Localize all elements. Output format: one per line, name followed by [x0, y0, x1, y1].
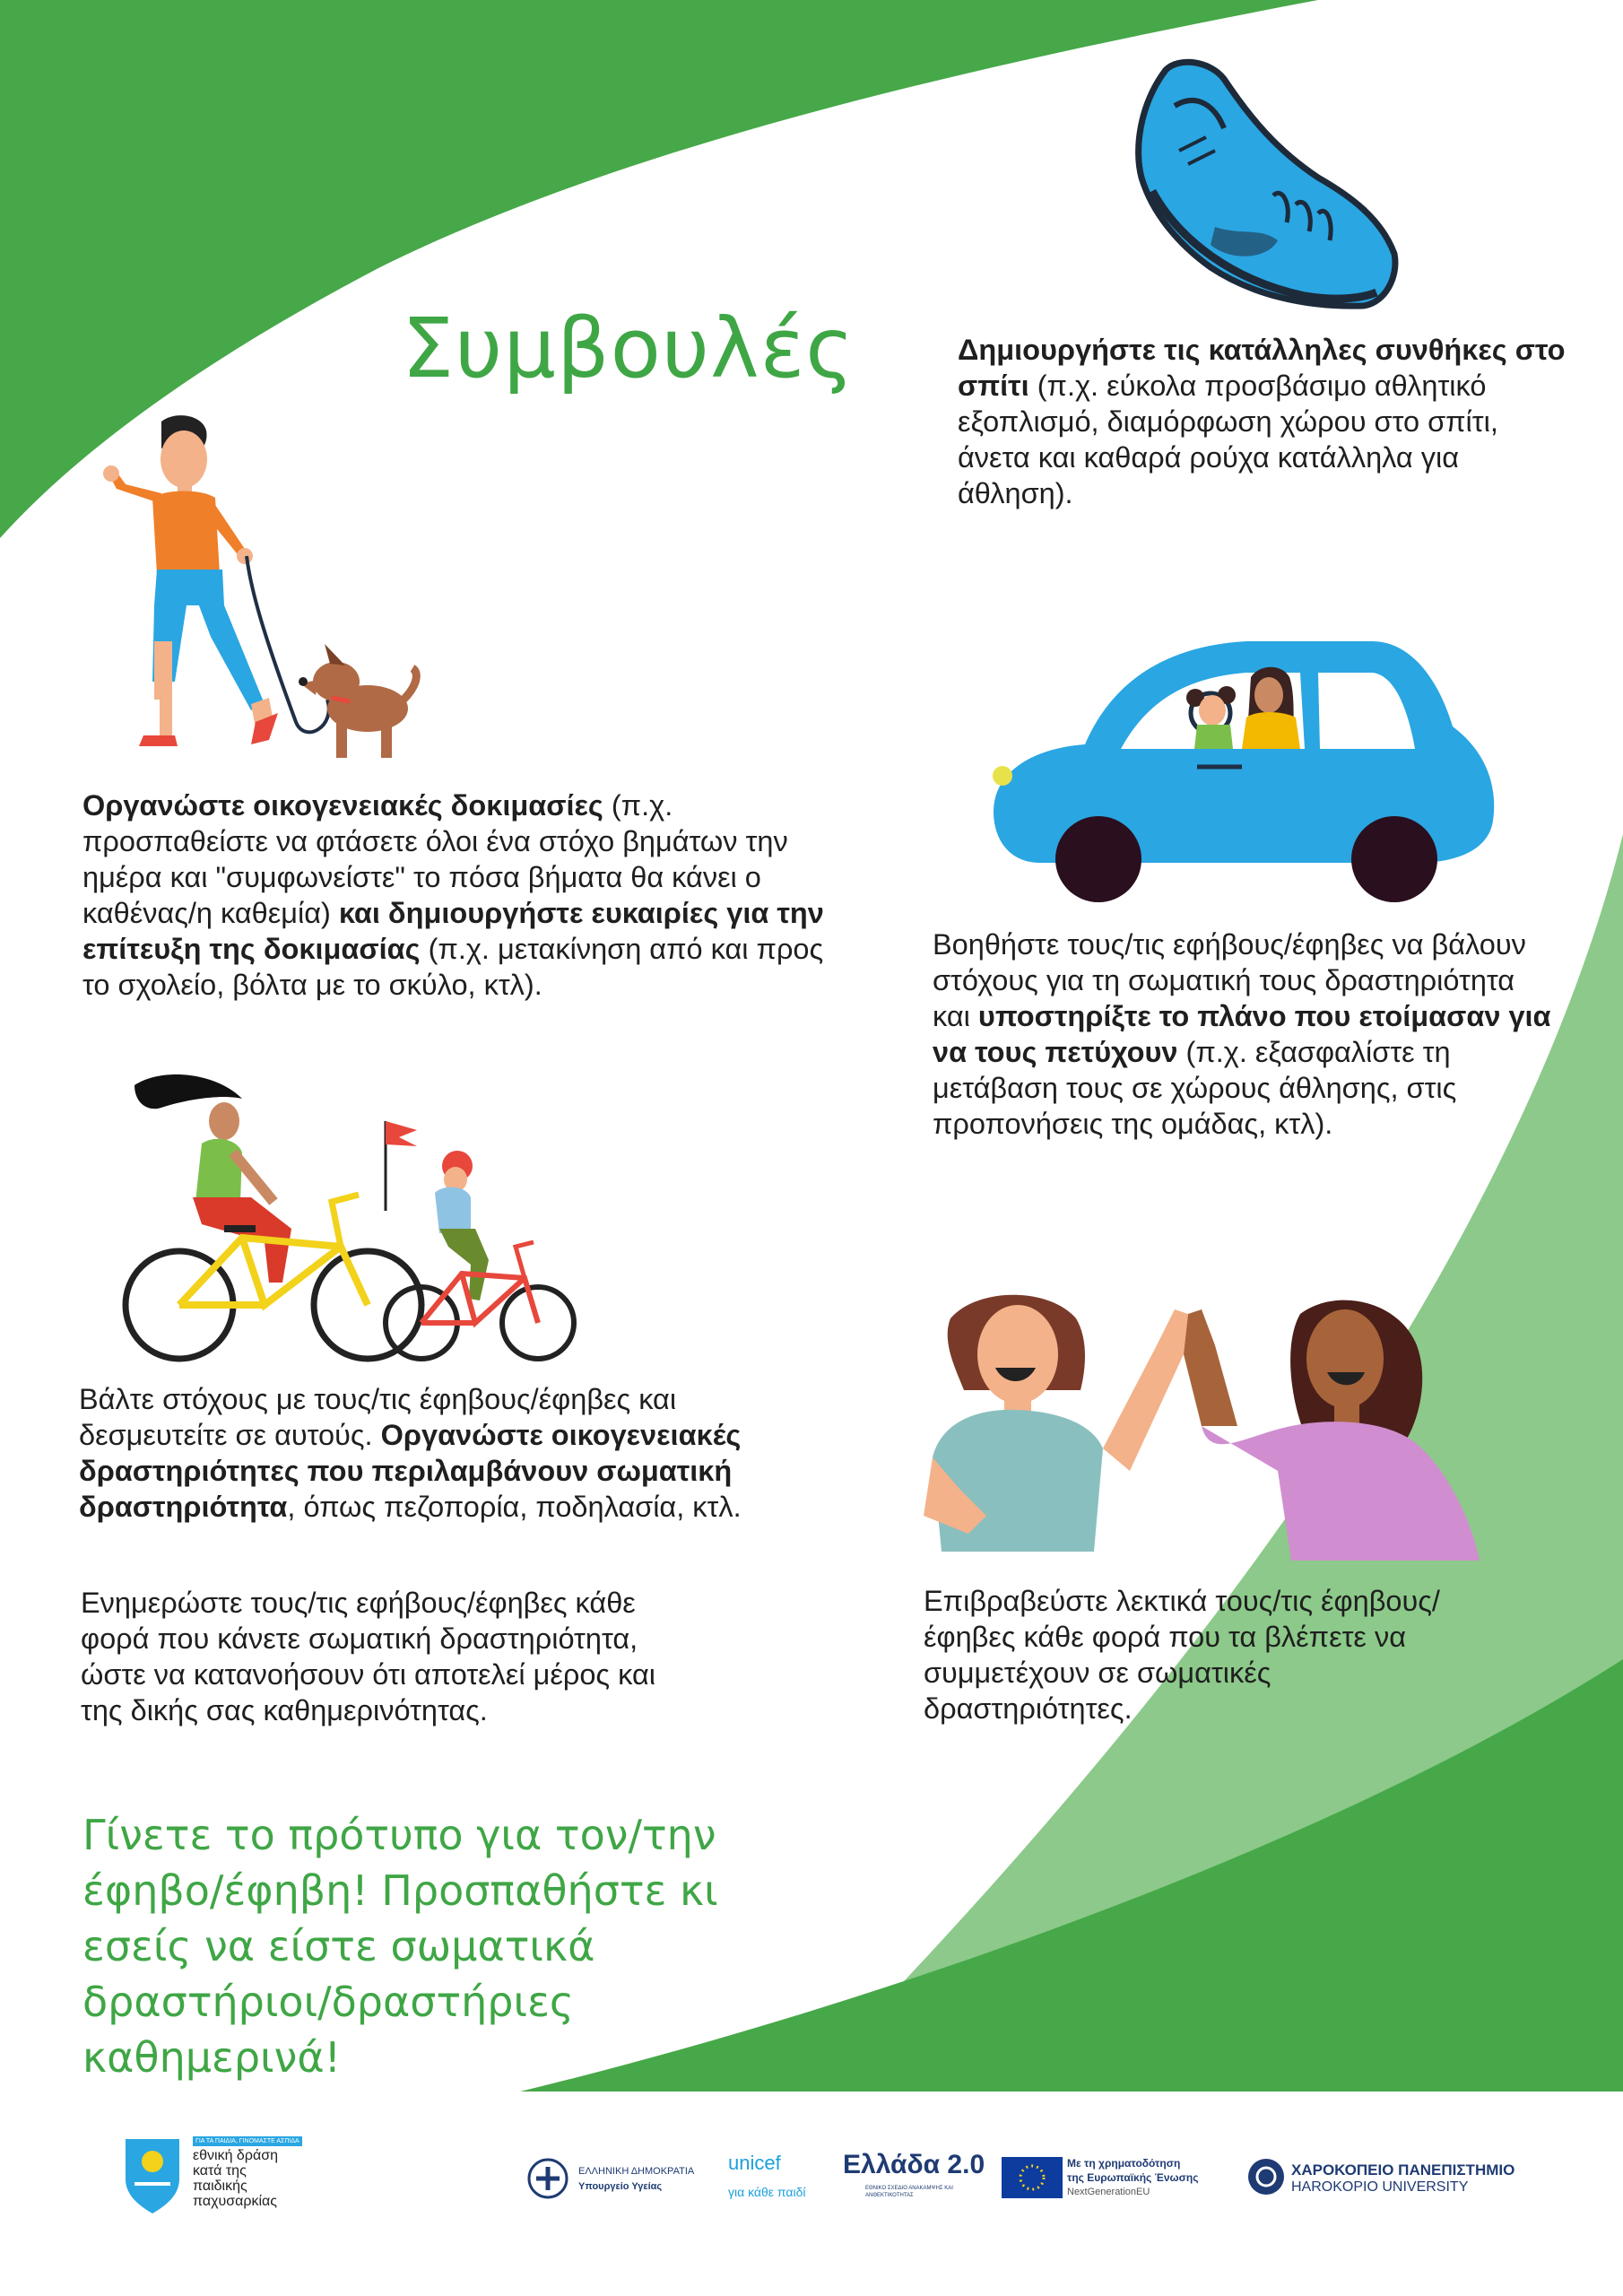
tip-set-goals: [79, 1381, 796, 1525]
tip-family-challenges: [82, 787, 836, 1003]
eu-line-2: της Ευρωπαϊκής Ένωσης: [1067, 2171, 1199, 2184]
call-to-action: Γίνετε το πρότυπο για τον/την έφηβο/έφηβη! Προσπαθήστε κι εσείς να είστε σωματικά δραστήριοι/δραστήριες καθημερινά!: [82, 1811, 718, 2082]
tip-support-goals-text1: Βοηθήστε τους/τις εφήβους/έφηβες να βάλουν στόχους για τη σωματική τους δραστηριότητα και: [933, 928, 1526, 1032]
page-title: Συμβουλές: [402, 300, 855, 396]
tip-support-goals: [933, 926, 1551, 1142]
greece20-subtitle: ΕΘΝΙΚΟ ΣΧΕΔΙΟ ΑΝΑΚΑΜΨΗΣ ΚΑΙ ΑΝΘΕΚΤΙΚΟΤΗΤΑΣ: [865, 2186, 953, 2198]
car-mother-daughter-illustration: [986, 628, 1506, 906]
running-shoe-icon: [1125, 52, 1403, 312]
campaign-line-3: παιδικής: [193, 2179, 247, 2194]
tip-support-goals-text2: (π.χ. εξασφαλίστε τη μετάβαση τους σε χώρους άθλησης, στις προπονήσεις της ομάδας, κτλ).: [933, 1036, 1457, 1140]
ministry-line-2: Υπουργείο Υγείας: [578, 2181, 663, 2192]
tip-home-text: (π.χ. εύκολα προσβάσιμο αθλητικό εξοπλισμό, διαμόρφωση χώρου στο σπίτι, άνετα και καθαρά ρούχα κατάλληλα για άθληση).: [958, 370, 1498, 509]
tip-inform: Ενημερώστε τους/τις εφήβους/έφηβες κάθε φορά που κάνετε σωματική δραστηριότητα, ώστε να κατανοήσουν ότι αποτελεί μέρος και της δικής σας καθημερινότητας.: [81, 1587, 655, 1726]
unicef-logo: unicef: [728, 2152, 781, 2174]
shield-logo-icon: [121, 2135, 184, 2215]
eu-line-1: Με τη χρηματοδότηση: [1067, 2157, 1181, 2170]
tip-home-bold: Δημιουργήστε τις κατάλληλες συνθήκες στο σπίτι: [958, 334, 1566, 402]
campaign-tagline: ΓΙΑ ΤΑ ΠΑΙΔΙΑ, ΓΙΝΟΜΑΣΤΕ ΑΣΠΙΔΑ: [193, 2136, 302, 2146]
tip-family-challenges-text1: (π.χ. προσπαθείστε να φτάσετε όλοι ένα στόχο βημάτων την ημέρα και "συμφωνείστε" το πόσα βήματα θα κάνει ο καθένας/η καθεμία): [82, 789, 788, 929]
ministry-line-1: ΕΛΛΗΝΙΚΗ ΔΗΜΟΚΡΑΤΙΑ: [578, 2166, 695, 2177]
tip-set-goals-text1: Βάλτε στόχους με τους/τις έφηβους/έφηβες και δεσμευτείτε σε αυτούς.: [79, 1383, 677, 1451]
campaign-line-1: εθνική δράση: [193, 2148, 278, 2163]
boy-walking-dog-illustration: [90, 413, 430, 767]
eu-line-3: NextGenerationEU: [1067, 2187, 1150, 2197]
tip-support-goals-bold: υποστηρίξτε το πλάνο που ετοίμασαν για να τους πετύχουν: [933, 1000, 1551, 1068]
eu-flag-icon: [1002, 2157, 1063, 2198]
greece20-logo: Ελλάδα 2.0: [843, 2150, 985, 2179]
campaign-line-4: παχυσαρκίας: [193, 2194, 277, 2209]
harokopio-logo-icon: [1246, 2157, 1286, 2196]
family-cycling-illustration: [108, 1067, 583, 1363]
tip-home-conditions: [958, 332, 1567, 511]
campaign-line-2: κατά της: [193, 2163, 247, 2179]
tip-set-goals-bold: Οργανώστε οικογενειακές δραστηριότητες που περιλαμβάνουν σωματική δραστηριότητα: [79, 1419, 742, 1523]
tip-family-challenges-bold2: και δημιουργήστε ευκαιρίες για την επίτευξη της δοκιμασίας: [82, 897, 824, 965]
tip-family-challenges-text2: (π.χ. μετακίνηση από και προς το σχολείο, βόλτα με το σκύλο, κτλ).: [82, 933, 824, 1001]
greek-emblem-icon: [527, 2158, 568, 2199]
high-five-illustration: [915, 1292, 1497, 1561]
tip-set-goals-text2: , όπως πεζοπορία, ποδηλασία, κτλ.: [287, 1491, 742, 1523]
tip-family-challenges-bold1: Οργανώστε οικογενειακές δοκιμασίες: [82, 789, 603, 822]
harokopio-line-1: ΧΑΡΟΚΟΠΕΙΟ ΠΑΝΕΠΙΣΤΗΜΙΟ: [1291, 2161, 1515, 2179]
harokopio-line-2: HAROKOPIO UNIVERSITY: [1291, 2179, 1469, 2195]
tip-praise: Επιβραβεύστε λεκτικά τους/τις έφηβους/έφηβες κάθε φορά που τα βλέπετε να συμμετέχουν σε σωματικές δραστηριότητες.: [924, 1585, 1440, 1725]
unicef-slogan: για κάθε παιδί: [728, 2185, 806, 2199]
